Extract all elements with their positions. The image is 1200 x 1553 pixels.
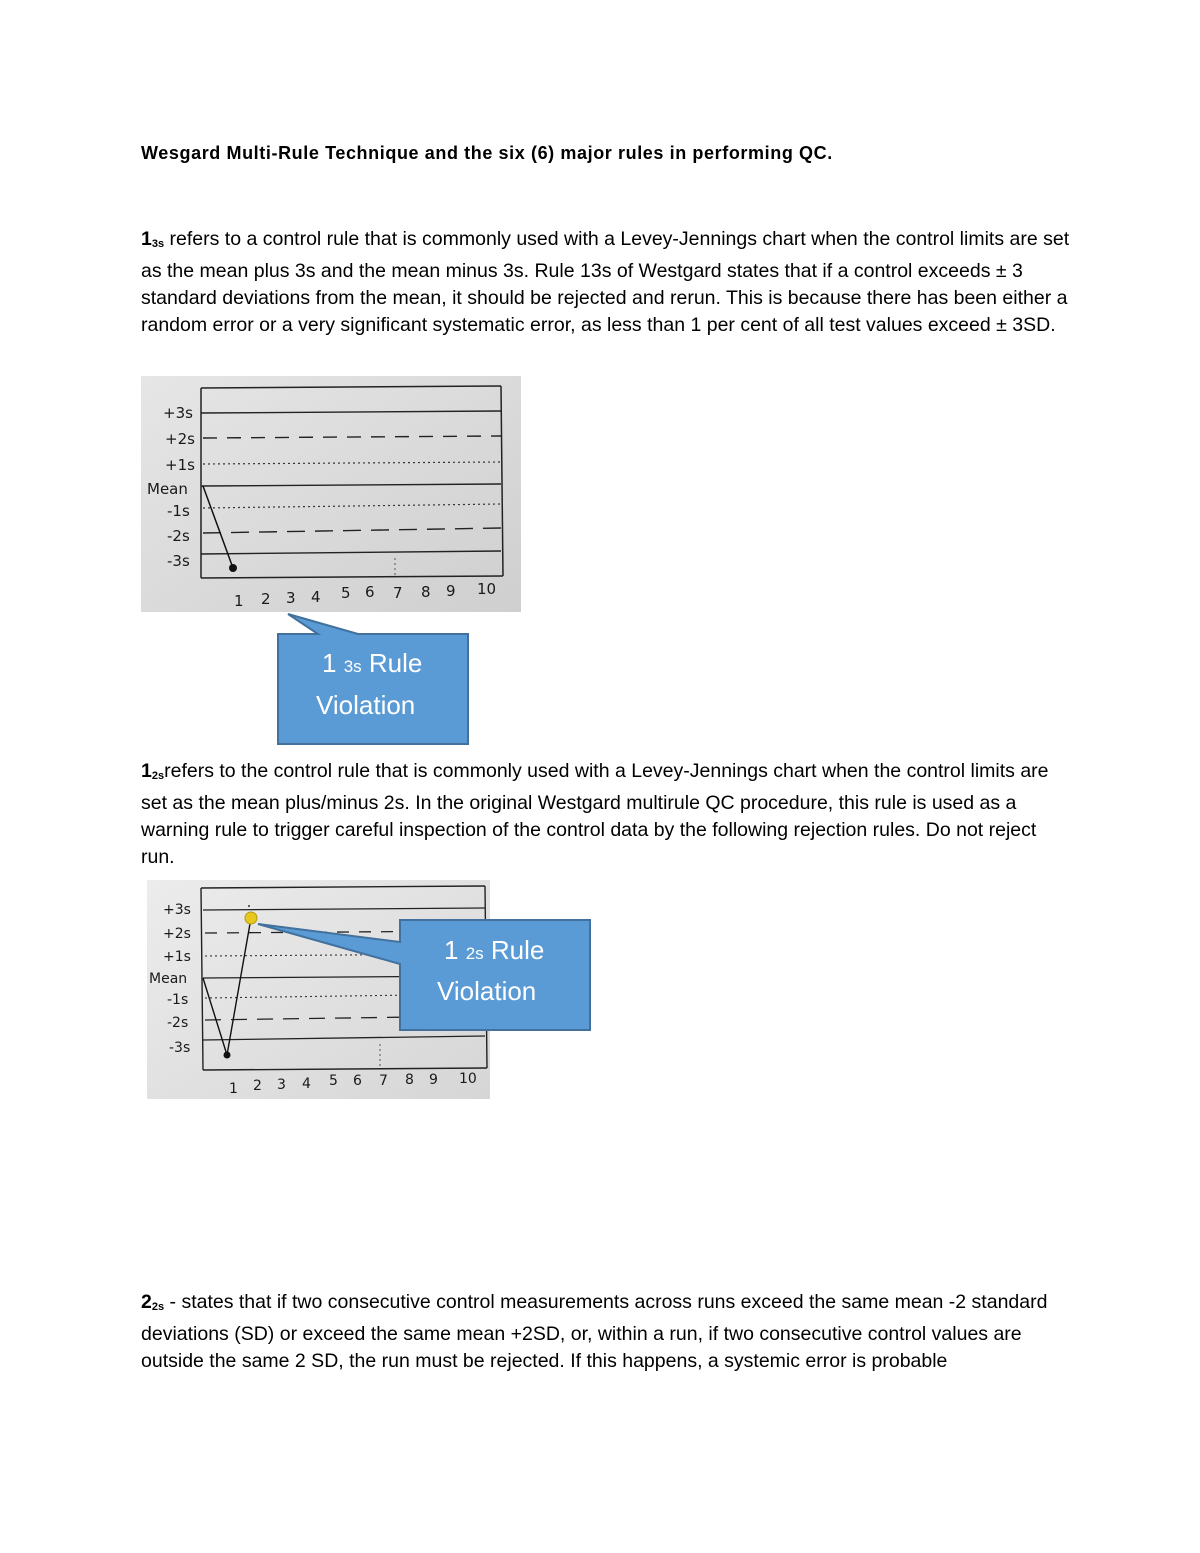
rule-number: 2 xyxy=(141,1291,152,1313)
label-plus-3s: +3s xyxy=(163,902,191,918)
label-minus-2s: -2s xyxy=(167,1015,189,1031)
run-4: 4 xyxy=(311,588,321,606)
callout-line1-main: 1 xyxy=(322,648,344,678)
callout-line1-end: Rule xyxy=(361,648,423,678)
svg-text:1 2s Rule xyxy=(444,935,544,965)
callout-line1-end: Rule xyxy=(483,935,545,965)
label-minus-3s: -3s xyxy=(169,1040,191,1056)
callout-line1-sub: 2s xyxy=(465,944,484,963)
run-10: 10 xyxy=(477,580,497,598)
label-minus-1s: -1s xyxy=(167,992,189,1008)
run-3: 3 xyxy=(277,1077,286,1093)
callout-line2: Violation xyxy=(316,690,416,720)
run-8: 8 xyxy=(405,1072,414,1088)
levey-jennings-photo-1 xyxy=(141,376,521,612)
rule-number: 1 xyxy=(141,228,152,250)
label-mean: Mean xyxy=(147,480,188,498)
rule-subscript: 2s xyxy=(151,770,165,782)
run-2: 2 xyxy=(261,590,271,608)
run-6: 6 xyxy=(353,1073,362,1089)
run-6: 6 xyxy=(365,583,375,601)
run-1: 1 xyxy=(234,592,244,610)
run-9: 9 xyxy=(446,582,456,600)
rule-description: refers to the control rule that is commonly used with a Levey-Jennings chart when the control limits are set as the mean plus/minus 2s. In the original Westgard multirule QC procedure, this rule is used as a warning rule to trigger careful inspection of the control data by the following rejection rules. Do not reject run. xyxy=(141,760,1049,868)
label-minus-2s: -2s xyxy=(167,527,190,545)
label-minus-3s: -3s xyxy=(167,552,190,570)
label-plus-1s: +1s xyxy=(163,949,191,965)
run-3: 3 xyxy=(286,589,296,607)
page-title: Wesgard Multi-Rule Technique and the six (6) major rules in performing QC. xyxy=(141,143,833,163)
run-1: 1 xyxy=(229,1081,238,1097)
label-plus-2s: +2s xyxy=(163,926,191,942)
label-plus-3s: +3s xyxy=(163,404,193,422)
label-plus-2s: +2s xyxy=(165,430,195,448)
callout-line1-sub: 3s xyxy=(343,657,362,676)
rule-22s-paragraph xyxy=(141,1289,1071,1375)
run-7: 7 xyxy=(379,1073,388,1089)
rule-13s-paragraph xyxy=(141,226,1071,339)
run-8: 8 xyxy=(421,583,431,601)
label-mean: Mean xyxy=(149,971,188,987)
svg-text:1 3s Rule xyxy=(322,648,422,678)
callout-13s-violation xyxy=(270,606,480,752)
run-2: 2 xyxy=(253,1078,262,1094)
rule-number: 1 xyxy=(141,760,152,782)
run-7: 7 xyxy=(393,584,403,602)
rule-subscript: 2s xyxy=(151,1301,165,1313)
label-minus-1s: -1s xyxy=(167,502,190,520)
run-4: 4 xyxy=(302,1076,311,1092)
run-5: 5 xyxy=(341,584,351,602)
rule-subscript: 3s xyxy=(151,238,165,250)
rule-description: refers to a control rule that is commonly used with a Levey-Jennings chart when the control limits are set as the mean plus 3s and the mean minus 3s. Rule 13s of Westgard states that if a control exceeds ± 3 standard deviations from the mean, it should be rejected and rerun. This is because there has been either a random error or a very significant systematic error, as less than 1 per cent of all test values exceed ± 3SD. xyxy=(141,228,1070,336)
run-9: 9 xyxy=(429,1072,438,1088)
label-plus-1s: +1s xyxy=(165,456,195,474)
run-5: 5 xyxy=(329,1073,338,1089)
callout-line1-main: 1 xyxy=(444,935,466,965)
callout-12s-violation xyxy=(250,912,595,1038)
chart-drawing-1 xyxy=(141,376,521,612)
rule-12s-paragraph xyxy=(141,758,1071,871)
rule-description: - states that if two consecutive control measurements across runs exceed the same mean -2 standard deviations (SD) or exceed the same mean +2SD, or, within a run, if two consecutive control values are outside the same 2 SD, the run must be rejected. If this happens, a systemic error is probable xyxy=(141,1291,1048,1372)
run-10: 10 xyxy=(459,1071,477,1087)
callout-line2: Violation xyxy=(437,976,537,1006)
